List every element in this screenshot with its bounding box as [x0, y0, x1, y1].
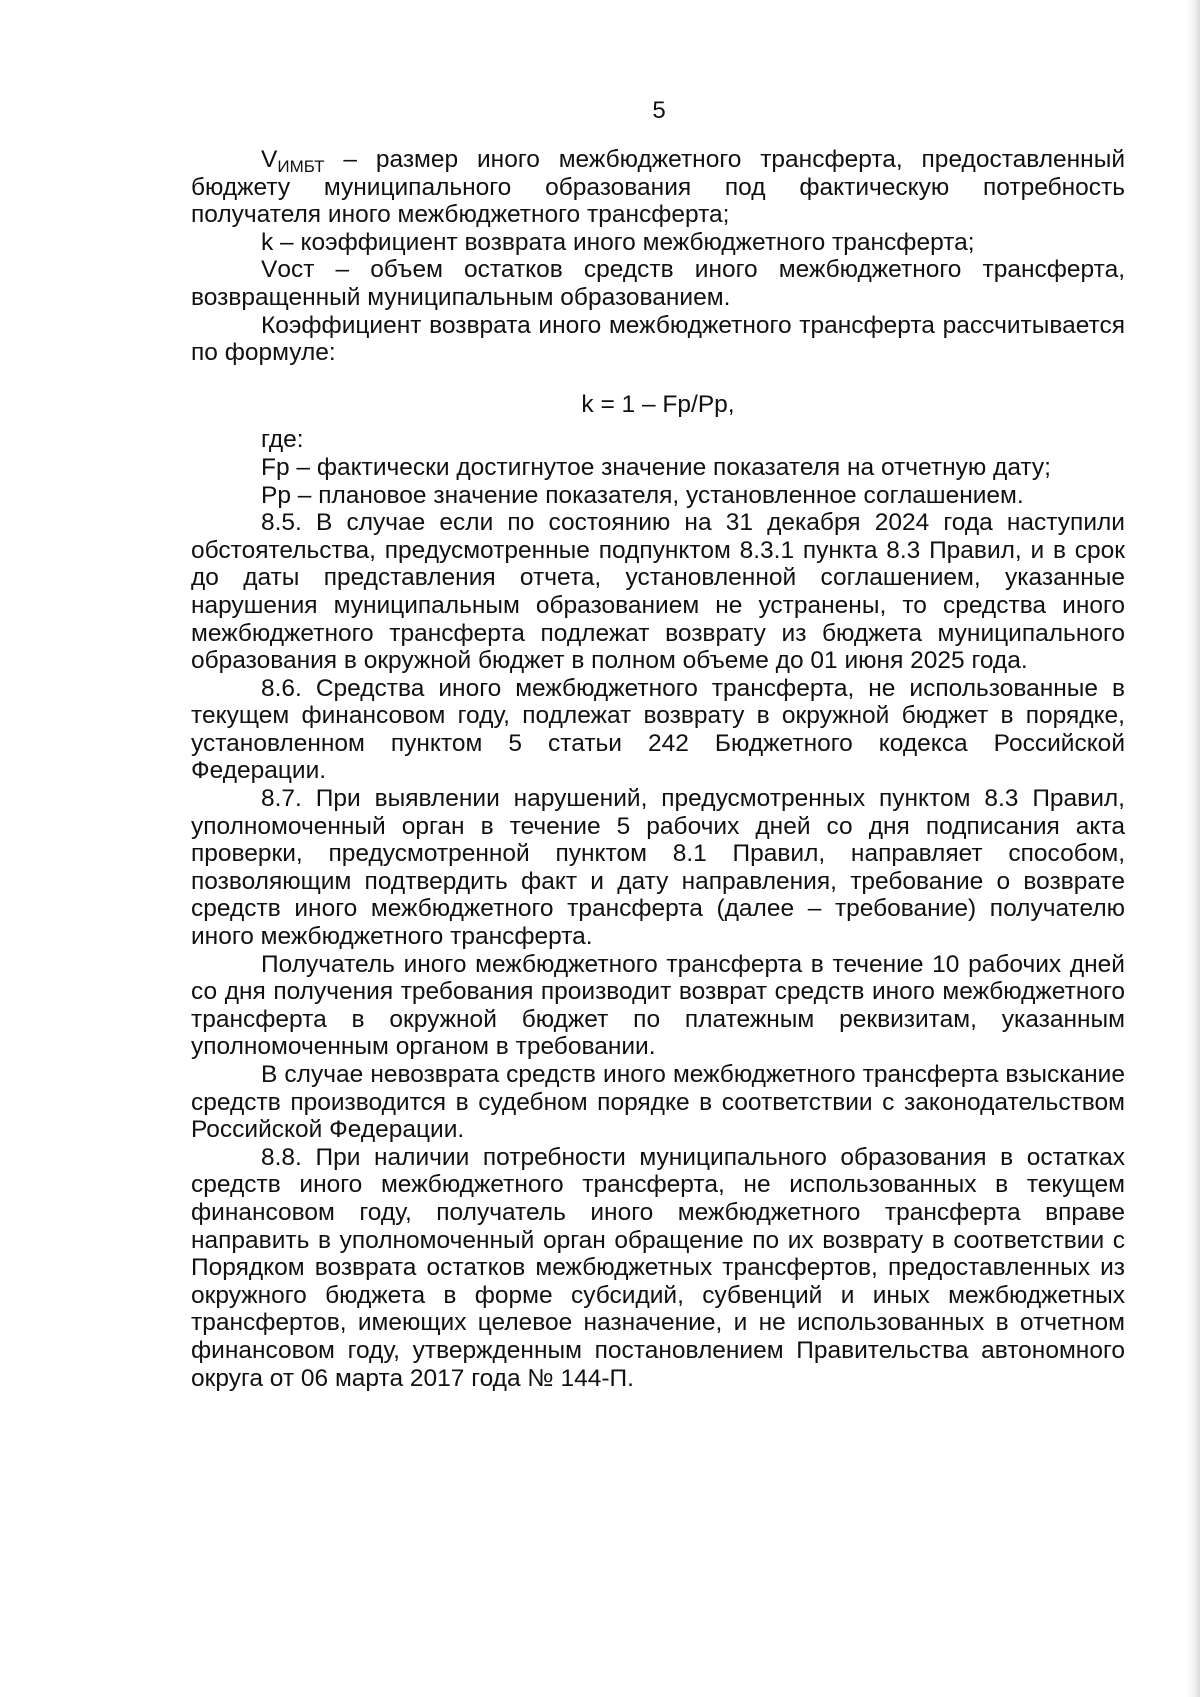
paragraph-8-7: 8.7. При выявлении нарушений, предусмотренных пунктом 8.3 Правил, уполномоченный орган в течение 5 рабочих дней со дня подписания акта проверки, предусмотренной пунктом 8.1 Правил, направляет способом, позволяющим подтвердить факт и дату направления, требование о возврате средств иного межбюджетного трансферта (далее – требование) получателю иного межбюджетного трансферта.	[191, 785, 1125, 951]
vimbt-subscript: ИМБТ	[277, 157, 325, 176]
paragraph-k-definition: k – коэффициент возврата иного межбюджетного трансферта;	[261, 228, 975, 256]
paragraph-non-return: В случае невозврата средств иного межбюджетного трансферта взыскание средств производится в судебном порядке в соответствии с законодательством Российской Федерации.	[191, 1061, 1125, 1144]
paragraph-8-5: 8.5. В случае если по состоянию на 31 декабря 2024 года наступили обстоятельства, предусмотренные подпунктом 8.3.1 пункта 8.3 Правил, и в срок до даты представления отчета, установленной соглашением, указанные нарушения муниципальным образованием не устранены, то средства иного межбюджетного трансферта подлежат возврату из бюджета муниципального образования в окружной бюджет в полном объеме до 01 июня 2025 года.	[191, 509, 1125, 675]
vimbt-definition-text: – размер иного межбюджетного трансферта, предоставленный бюджету муниципального образования под фактическую потребность получателя иного межбюджетного трансферта;	[191, 146, 1125, 229]
scan-edge-shadow	[1186, 0, 1200, 1697]
document-body	[191, 146, 1125, 1392]
paragraph-recipient-return: Получатель иного межбюджетного трансферта в течение 10 рабочих дней со дня получения требования производит возврат средств иного межбюджетного трансферта в окружной бюджет по платежным реквизитам, указанным уполномоченным органом в требовании.	[191, 950, 1125, 1061]
vimbt-symbol: V	[261, 146, 278, 173]
paragraph-fp-definition: Fp – фактически достигнутое значение показателя на отчетную дату;	[261, 453, 1051, 481]
paragraph-8-8: 8.8. При наличии потребности муниципального образования в остатках средств иного межбюджетного трансферта, не использованных в текущем финансовом году, получатель иного межбюджетного трансферта вправе направить в уполномоченный орган обращение по их возврату в соответствии с Порядком возврата остатков межбюджетных трансфертов, предоставленных из окружного бюджета в форме субсидий, субвенций и иных межбюджетных трансфертов, имеющих целевое назначение, и не использованных в отчетном финансовом году, утвержденным постановлением Правительства автономного округа от 06 марта 2017 года № 144-П.	[191, 1143, 1125, 1392]
page-number: 5	[652, 97, 666, 124]
formula: k = 1 – Fp/Pp,	[581, 390, 735, 418]
paragraph-coefficient-intro: Коэффициент возврата иного межбюджетного трансферта рассчитывается по формуле:	[191, 311, 1125, 367]
paragraph-vimbt-definition	[191, 146, 1125, 229]
paragraph-pp-definition: Pp – плановое значение показателя, установленное соглашением.	[261, 481, 1024, 509]
paragraph-vost-definition: Vост – объем остатков средств иного межбюджетного трансферта, возвращенный муниципальным образованием.	[191, 256, 1125, 311]
paragraph-where: где:	[261, 426, 304, 454]
paragraph-8-6: 8.6. Средства иного межбюджетного трансферта, не использованные в текущем финансовом году, подлежат возврату в окружной бюджет в порядке, установленном пунктом 5 статьи 242 Бюджетного кодекса Российской Федерации.	[191, 674, 1125, 785]
